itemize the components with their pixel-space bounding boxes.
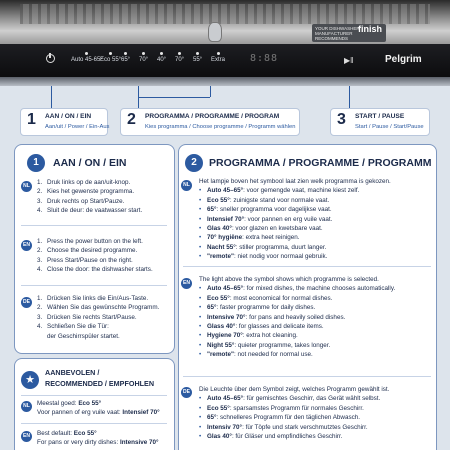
programs-de: Die Leuchte über dem Symbol zeigt, welches Programm gewählt ist. • Auto 45–65°: für gemischtes Geschirr, das Gerät wählt selbst. • Eco 55°: sparsamstes Programm für normales Geschirr. • 65°: schnelleres Programm für den täglichen Abwasch. • Intensiv 70°: für Töpfe und stark verschmutztes Geschirr. • Glas 40°: für Gläser und empfindliches Geschirr. xyxy=(199,385,389,441)
program-item: • 65°: faster programme for daily dishes. xyxy=(199,303,395,312)
lang-badge-de: DE xyxy=(181,387,192,398)
steps-en xyxy=(37,237,153,275)
lang-badge-nl: NL xyxy=(181,180,192,191)
program-button-extra[interactable]: Extra xyxy=(211,52,225,64)
callout-program xyxy=(120,108,300,136)
program-item: • Eco 55°: zuinigste stand voor normale vaat. xyxy=(199,196,391,205)
lang-badge-nl: NL xyxy=(21,401,32,412)
step-item: 4. Sluit de deur: de vaatwasser start. xyxy=(37,207,143,215)
program-button-intensive[interactable]: 70° xyxy=(139,52,148,64)
program-item: • Intensive 70°: for pans and heavily soiled dishes. xyxy=(199,313,395,322)
callout-power xyxy=(20,108,108,136)
callout-title: AAN / ON / EIN xyxy=(45,113,92,120)
program-button-night[interactable]: 55° xyxy=(193,52,202,64)
lang-badge-de: DE xyxy=(21,297,32,308)
card-recommended xyxy=(14,358,175,450)
program-item: • Auto 45–65°: voor gemengde vaat, machine kiest zelf. xyxy=(199,186,391,195)
star-icon: ★ xyxy=(21,371,39,389)
control-panel xyxy=(0,44,450,77)
steps-nl xyxy=(37,178,142,216)
card-title: PROGRAMMA / PROGRAMME / PROGRAMM xyxy=(209,157,432,169)
lang-badge-en: EN xyxy=(21,431,32,442)
program-item: • Eco 55°: sparsamstes Programm für normales Geschirr. xyxy=(199,404,389,413)
callout-title: PROGRAMMA / PROGRAMME / PROGRAM xyxy=(145,113,280,120)
start-pause-button[interactable]: ▶‖ xyxy=(344,56,354,65)
dishwasher-interior xyxy=(0,0,450,44)
callout-number: 3 xyxy=(337,111,346,128)
card-number: 1 xyxy=(27,154,45,172)
callout-start xyxy=(330,108,430,136)
program-item: • "remote": niet nodig voor normaal gebruik. xyxy=(199,252,391,261)
program-item: • 65°: schnelleres Programm für den täglichen Abwasch. xyxy=(199,413,389,422)
program-item: • Glas 40°: für Gläser und empfindliches Geschirr. xyxy=(199,432,389,441)
step-item: 1. Drücken Sie links die Ein/Aus-Taste. xyxy=(37,295,149,302)
divider xyxy=(183,376,431,377)
time-display: 8:88 xyxy=(250,53,279,64)
program-item: • "remote": not needed for normal use. xyxy=(199,350,395,359)
divider xyxy=(21,395,167,396)
dish-rack xyxy=(20,4,430,24)
program-item: • 65°: sneller programma voor dagelijkse vaat. xyxy=(199,205,391,214)
divider xyxy=(21,423,167,424)
program-button-65[interactable]: 65° xyxy=(121,52,130,64)
program-item: • Eco 55°: most economical for normal dishes. xyxy=(199,294,395,303)
program-button-eco[interactable]: Eco 55° xyxy=(100,52,121,64)
panel-edge xyxy=(0,77,450,86)
step-item: 3. Druk rechts op Start/Pauze. xyxy=(37,197,125,205)
connector-line xyxy=(349,86,350,108)
divider xyxy=(21,285,167,286)
program-item: • Nacht 55°: stiller programma, duurt langer. xyxy=(199,243,391,252)
power-button[interactable] xyxy=(46,54,55,63)
program-button-auto[interactable]: Auto 45-65° xyxy=(71,52,103,64)
step-item: 2. Wählen Sie das gewünschte Programm. xyxy=(37,304,160,312)
callout-number: 1 xyxy=(27,111,36,128)
callout-number: 2 xyxy=(127,111,136,128)
brand-logo: Pelgrim xyxy=(385,54,422,65)
card-number: 2 xyxy=(185,154,203,172)
divider xyxy=(21,225,167,226)
program-button-hygiene[interactable]: 70° xyxy=(175,52,184,64)
program-item: • Glas 40°: voor glazen en kwetsbare vaat. xyxy=(199,224,391,233)
programs-en: The light above the symbol shows which programme is selected. • Auto 45–65°: for mixed dishes, the machine chooses automatically. • Eco 55°: most economical for normal dishes. • 65°: faster programme for daily dishes. • Intensive 70°: for pans and heavily soiled dishes. • Glass 40°: for glasses and delicate items. • Hygiene 70°: extra hot cleaning. • Night 55°: quieter programme, takes longer. • "remote": not needed for normal use. xyxy=(199,275,395,360)
card-program xyxy=(178,144,437,450)
callout-title: START / PAUSE xyxy=(355,113,405,120)
programs-nl: Het lampje boven het symbool laat zien welk programma is gekozen. • Auto 45–65°: voor gemengde vaat, machine kiest zelf. • Eco 55°: zuinigste stand voor normale vaat. • 65°: sneller programma voor dagelijkse vaat. • Intensief 70°: voor pannen en erg vuile vaat. • Glas 40°: voor glazen en kwetsbare vaat. • 70° hygiëne: extra heet reinigen. • Nacht 55°: stiller programma, duurt langer. • "remote": niet nodig voor normaal gebruik. xyxy=(199,177,391,262)
lang-badge-en: EN xyxy=(181,278,192,289)
card-title: AAN / ON / EIN xyxy=(53,157,127,169)
program-item: • Night 55°: quieter programme, takes longer. xyxy=(199,341,395,350)
connector-line xyxy=(138,97,210,98)
steps-de xyxy=(37,294,159,341)
program-item: • Glass 40°: for glasses and delicate items. xyxy=(199,322,395,331)
program-button-glass[interactable]: 40° xyxy=(157,52,166,64)
step-item: 1. Druk links op de aan/uit-knop. xyxy=(37,179,131,186)
step-item: 4. Close the door: the dishwasher starts. xyxy=(37,266,153,274)
step-item: 3. Press Start/Pause on the right. xyxy=(37,256,133,264)
program-item: • 70° hygiëne: extra heet reinigen. xyxy=(199,233,391,242)
reco-en: Best default: Eco 55° For pans or very dirty dishes: Intensive 70° xyxy=(37,430,159,447)
step-item: 3. Drücken Sie rechts Start/Pause. xyxy=(37,313,137,321)
step-item: 2. Kies het gewenste programma. xyxy=(37,188,135,196)
connector-line xyxy=(51,86,52,108)
program-item: • Hygiene 70°: extra hot cleaning. xyxy=(199,331,395,340)
finish-badge xyxy=(312,24,386,42)
lang-badge-nl: NL xyxy=(21,181,32,192)
program-item: • Auto 45–65°: für gemischtes Geschirr, das Gerät wählt selbst. xyxy=(199,394,389,403)
program-item: • Auto 45–65°: for mixed dishes, the machine chooses automatically. xyxy=(199,284,395,293)
lang-badge-en: EN xyxy=(21,240,32,251)
program-item: • Intensiv 70°: für Töpfe und stark verschmutztes Geschirr. xyxy=(199,423,389,432)
connector-line xyxy=(210,86,211,97)
step-item: 1. Press the power button on the left. xyxy=(37,238,143,245)
spray-arm-icon xyxy=(208,22,222,42)
step-item: 4. Schließen Sie die Tür: xyxy=(37,323,109,331)
recommended-title: AANBEVOLEN / RECOMMENDED / EMPFOHLEN xyxy=(45,368,155,388)
card-power xyxy=(14,144,175,354)
step-item: 2. Choose the desired programme. xyxy=(37,247,138,255)
callout-subtitle: Kies programma / Choose programme / Programm wählen xyxy=(145,124,296,130)
divider xyxy=(183,266,431,267)
reco-nl: Meestal goed: Eco 55° Voor pannen of erg vuile vaat: Intensief 70° xyxy=(37,400,160,417)
finish-logo: finish xyxy=(358,24,382,34)
finish-badge-text: YOUR DISHWASHER MANUFACTURER RECOMMENDS xyxy=(315,26,360,41)
callout-subtitle: Start / Pause / Start/Pause xyxy=(355,124,424,130)
callout-subtitle: Aan/uit / Power / Ein-Aus xyxy=(45,124,110,130)
program-item: • Intensief 70°: voor pannen en erg vuile vaat. xyxy=(199,215,391,224)
step-item: der Geschirrspüler startet. xyxy=(47,332,120,340)
